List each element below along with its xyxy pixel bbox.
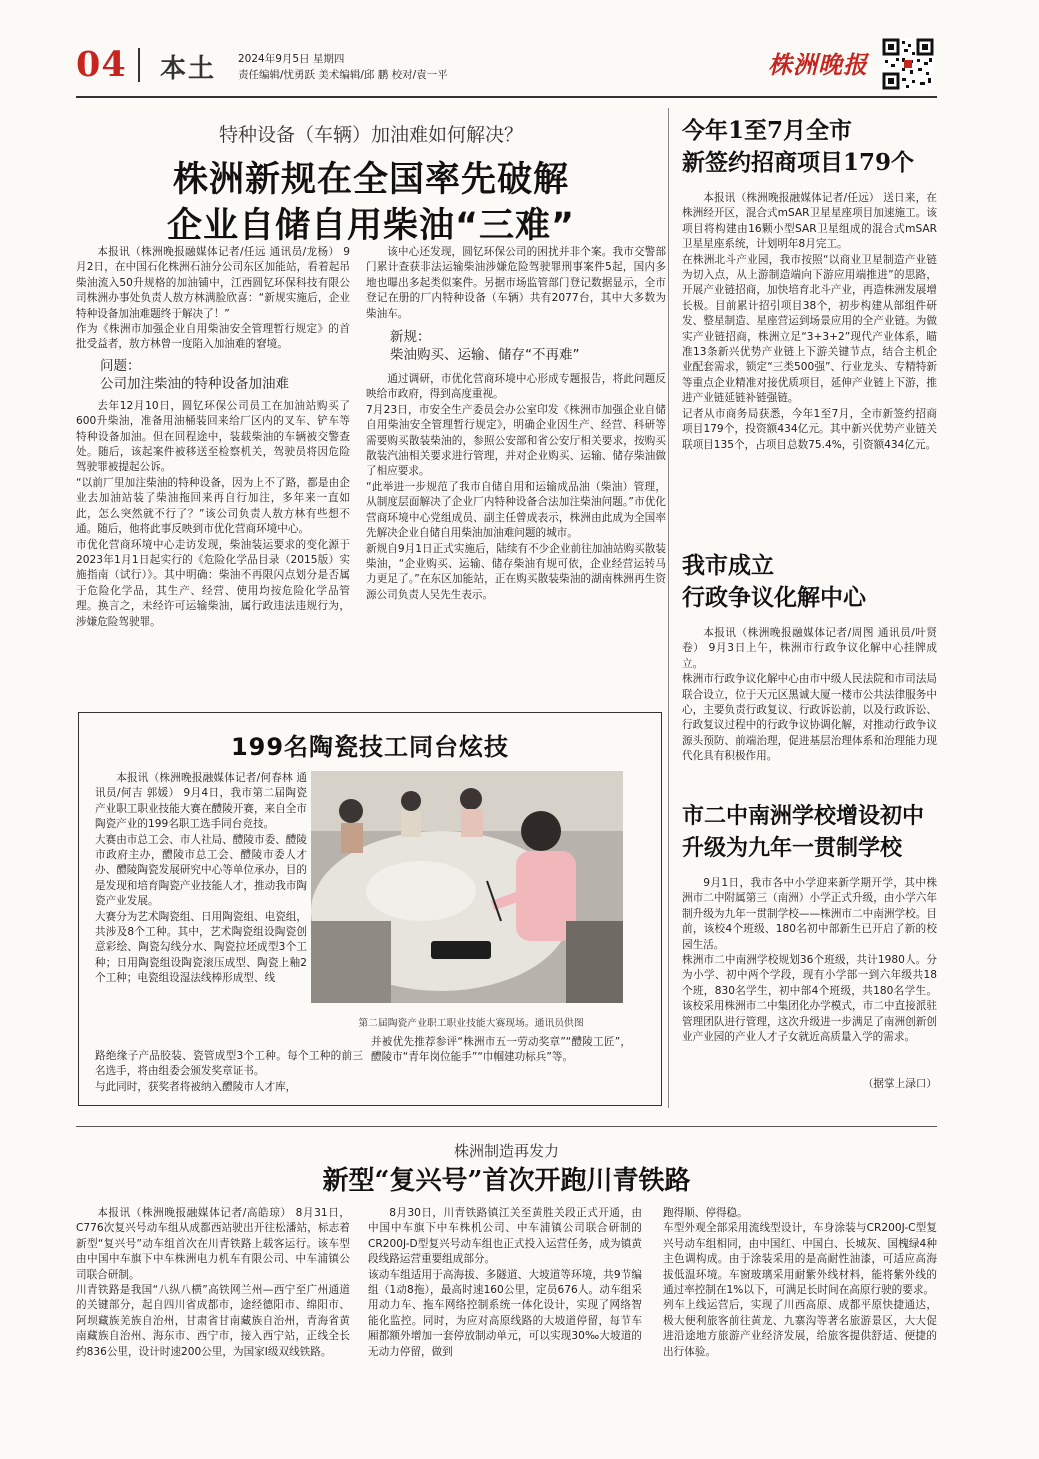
railway-column-2 [368,1206,642,1392]
subhead-new-rule-label: 新规： [390,329,431,346]
railway-article [76,1130,937,1450]
school-source: （据掌上渌口） [862,1078,937,1090]
masthead [0,0,1039,98]
lead-column-2 [366,245,666,695]
ceramics-article [78,712,662,1106]
newspaper-logo: 株洲晚报 [768,50,868,79]
school-body: 9月1日，我市各中小学迎来新学期开学，其中株洲市二中附属第三（南洲）小学正式升级，由小学六年制升级为九年一贯制学校——株洲市二中南洲学校。目前，该校4个班级、180名初中部新生已开启了新的校园生活。 株洲市二中南洲学校规划36个班级，共计1980人。分为小学、初中两个学段，现有小学部一到六年级共18个班，830名学生，初中部4个班级，共180名学生。该校采用株洲市二中集团化办学模式，市二中直接派驻管理团队进行管理，这次升级进一步满足了南洲创新创业产业园的产业人才子女就近高质量入学的需求。 [682,877,937,1044]
dispute-headline-2: 行政争议化解中心 [682,584,866,611]
lead-kicker: 特种设备（车辆）加油难如何解决？ [218,124,523,146]
subhead-new-rule-title: 柴油购买、运输、储存“不再难” [390,347,580,364]
ceramics-photo [311,771,623,1003]
ceramics-body-3: 并被优先推荐参评“株洲市五一劳动奖章”“醴陵工匠”，醴陵市“青年岗位能手”“巾帼建功标兵”等。 [371,1036,631,1064]
railway-body-1: 本报讯（株洲晚报融媒体记者/高皓琼） 8月31日，C776次复兴号动车组从成都西站驶出开往松潘站，标志着新型“复兴号”动车组首次在川青铁路上载客运行。该车型由中国中车旗下中车株洲电力机车有限公司、中车浦镇公司联合研制。 川青铁路是我国“八纵八横”高铁网兰州—西宁至广州通道的关键部分，起自四川省成都市，途经德阳市、绵阳市、阿坝藏族羌族自治州，甘肃省甘南藏族自治州，青海省黄南藏族自治州、海东市、西宁市，接入西宁站，正线全长约836公里，设计时速200公里，为国家Ⅰ级双线铁路。 [76,1207,350,1358]
ceramics-body-2: 路绝缘子产品胶装、瓷管成型3个工种。每个工种的前三名选手，将由组委会颁发奖章证书。 与此同时，获奖者将被纳入醴陵市人才库， [95,1050,363,1093]
subhead-question-title: 公司加注柴油的特种设备加油难 [100,375,289,392]
school-headline-1: 市二中南洲学校增设初中 [682,803,925,829]
lead-column-2-body: 通过调研，市优化营商环境中心形成专题报告，将此问题反映给市政府，得到高度重视。 7月23日，市安全生产委员会办公室印发《株洲市加强企业自储自用柴油安全管理暂行规定》，明确企业因生产、经营、科研等需要购买散装柴油的，参照公安部和省公安厅相关要求，按购买散装汽油相关要求进行管理，并对企业购买、运输、储存柴油做了相应要求。 “此举进一步规范了我市自储自用和运输成品油（柴油）管理，从制度层面解决了企业厂内特种设备合法加注柴油问题。”市优化营商环境中心党组成员、副主任曾成表示，株洲由此成为全国率先解决企业自储自用柴油加油难问题的城市。 新规自9月1日正式实施后，陆续有不少企业前往加油站购买散装柴油，“企业购买、运输、储存柴油有规可依，企业经营运转马力更足了。”在东区加能站，正在购买散装柴油的湖南株洲再生资源公司负责人吴先生表示。 [366,373,666,601]
railway-body-2: 8月30日，川青铁路镇江关至黄胜关段正式开通，由中国中车旗下中车株机公司、中车浦镇公司联合研制的CR200J-D型复兴号动车组也正式投入运营任务，成为镇黄段线路运营重要组成部分。 该动车组适用于高海拔、多隧道、大坡道等环境，共9节编组（1动8拖），最高时速160公里，定员676人。动车组采用动力车、拖车网络控制系统一体化设计，实现了网络智能化监控。同时，为应对高原线路的大坡道停留，每节车厢都额外增加一套停放制动单元，可以实现30‰大坡道的无动力停留，做到 [368,1207,642,1358]
subhead-question-label: 问题： [100,357,141,374]
railway-kicker: 株洲制造再发力 [453,1142,559,1160]
masthead-rule [76,96,937,98]
column-divider [668,108,669,1108]
ceramics-bottom-right [371,1035,631,1101]
dispute-center-article [682,550,937,790]
ceramics-bottom-left [95,1049,363,1101]
editor-credits: 责任编辑/忧勇跃 美术编辑/邱 鹏 校对/袁一平 [238,69,448,81]
ceramics-body-1: 本报讯（株洲晚报融媒体记者/何春林 通讯员/何吉 郭媛） 9月4日，我市第二届陶瓷产业职工职业技能大赛在醴陵开赛，来自全市陶瓷产业的199名职工选手同台竞技。 大赛由市总工会、市人社局、醴陵市委、醴陵市政府主办，醴陵市总工会、醴陵市委人才办、醴陵陶瓷发展研究中心等单位承办，目的是发现和培育陶瓷产业技能人才，推动我市陶瓷产业发展。 大赛分为艺术陶瓷组、日用陶瓷组、电瓷组，共涉及8个工种。其中，艺术陶瓷组设陶瓷创意彩绘、陶瓷勾线分水、陶瓷拉坯成型3个工种；日用陶瓷组设陶瓷滚压成型、陶瓷上釉2个工种；电瓷组设湿法线棒形成型、线 [95,772,307,985]
lead-column-1 [76,245,350,695]
school-headline-2: 升级为九年一贯制学校 [682,835,903,861]
section-name: 本土 [160,54,217,84]
photo-caption: 第二届陶瓷产业职工职业技能大赛现场。通讯员供图 [358,1018,584,1029]
qr-code-icon[interactable] [882,38,934,90]
investment-article [682,115,937,515]
investment-headline-2: 新签约招商项目179个 [682,149,915,176]
issue-date: 2024年9月5日 星期四 [238,53,345,65]
railway-headline: 新型“复兴号”首次开跑川青铁路 [322,1166,691,1196]
lead-article [76,110,666,700]
dispute-headline-1: 我市成立 [682,552,774,579]
lead-column-1-body: 去年12月10日，圆钇环保公司员工在加油站购买了600升柴油，准备用油桶装回来给厂区内的叉车、铲车等特种设备加油。但在回程途中，装载柴油的车辆被交警查处。随后，该起案件被移送至检察机关，驾驶员将因危险驾驶罪被提起公诉。 “以前厂里加注柴油的特种设备，因为上不了路，都是由企业去加油站装了柴油拖回来再自行加注，多年来一直如此，怎么突然就不行了？”该公司负责人敖方林有些想不通。随后，他将此事反映到市优化营商环境中心。 市优化营商环境中心走访发现，柴油装运要求的变化源于2023年1月1日起实行的《危险化学品目录（2015版）实施指南（试行）》。其中明确：柴油不再限闪点划分是否属于危险化学品，其生产、经营、使用均按危险化学品管理。换言之，未经许可运输柴油，属行政违法违规行为，涉嫌危险驾驶罪。 [76,399,350,628]
ceramics-column-1 [95,771,307,1049]
investment-headline-1: 今年1至7月全市 [682,117,853,144]
ceramics-headline: 199名陶瓷技工同台炫技 [230,733,510,761]
railway-column-1 [76,1206,350,1392]
lead-intro-text: 本报讯（株洲晚报融媒体记者/任远 通讯员/龙杨） 9月2日，在中国石化株洲石油分公司东区加能站，看着起吊柴油流入50升规格的加油铺中，江西圆钇环保科技有限公司株洲办事处负责人敖方林满脸欣喜：“新规实施后，企业特种设备加油难题终于解决了！” 作为《株洲市加强企业自用柴油安全管理暂行规定》的首批受益者，敖方林曾一度陷入加油难的窘境。 [76,246,350,351]
lead-headline-1: 株洲新规在全国率先破解 [172,160,569,200]
investment-body: 本报讯（株洲晚报融媒体记者/任远） 送日来，在株洲经开区，混合式mSAR卫星星座项目加速施工。该项目将构建由16颗小型SAR卫星组成的混合式mSAR卫星星座系统，计划明年8月完工。 在株洲北斗产业园，我市按照“以商业卫星制造产业链为切入点，从上游制造端向下游应用端推进”的思路，开展产业链招商，加快培育北斗产业，再造株洲发展增长极。目前累计招引项目38个，初步构建从部组件研发、整星制造、星座营运到场景应用的全产业链。为做实产业链招商，株洲立足“3+3+2”现代产业体系，瞄准13条新兴优势产业链上下游关键节点，结合主机企业配套需求，锁定“三类500强”、行业龙头、专精特新等重点企业精准对接优质项目，延伸产业链上下游，推进产业链延链补链强链。 记者从市商务局获悉，今年1至7月，全市新签约招商项目179个，投资额434亿元。其中新兴优势产业链关联项目135个，占项目总数75.4%，引资额434亿元。 [682,192,937,451]
dispute-body: 本报讯（株洲晚报融媒体记者/周图 通讯员/叶贤卷） 9月3日上午，株洲市行政争议化解中心挂牌成立。 株洲市行政争议化解中心由市中级人民法院和市司法局联合设立，位于天元区黑诚大厦一楼市公共法律服务中心，主要负责行政复议、行政诉讼前，以及行政诉讼、行政复议过程中的行政争议协调化解，对推动行政争议源头预防、前端治理，促进基层治理体系和治理能力现代化具有积极作用。 [682,627,937,763]
railway-body-3: 跑得顺、停得稳。 车型外观全部采用流线型设计，车身涂装与CR200J-C型复兴号动车组相同，由中国红、中国白、长城灰、国槐绿4种主色调构成。由于涂装采用的是高耐性油漆，可适应高海拔低温环境。车窗玻璃采用耐紫外线材料，能将紫外线的通过率控制在1%以下，可满足长时间在高原行驶的要求。 列车上线运营后，实现了川西高原、成都平原快捷通达，极大便利旅客前往黄龙、九寨沟等著名旅游景区，大大促进沿途地方旅游产业经济发展，给旅客提供舒适、便捷的出行体验。 [663,1207,937,1358]
lead-headline-2: 企业自储自用柴油“三难” [166,206,575,246]
photo-contest-icon [311,771,623,1003]
page-number: 04 [76,44,127,85]
school-article [682,800,937,1108]
railway-column-3 [663,1206,937,1392]
masthead-divider [138,48,140,82]
lead-column-2-intro: 该中心还发现，圆钇环保公司的困扰并非个案。我市交警部门累计查获非法运输柴油涉嫌危险驾驶罪刑事案件5起，国内多地也曝出多起类似案件。另据市场监管部门登记数据显示，全市登记在册的厂内特种设备（车辆）共有2077台，其中大多数为柴油车。 [366,246,666,320]
railway-top-rule [76,1126,937,1127]
